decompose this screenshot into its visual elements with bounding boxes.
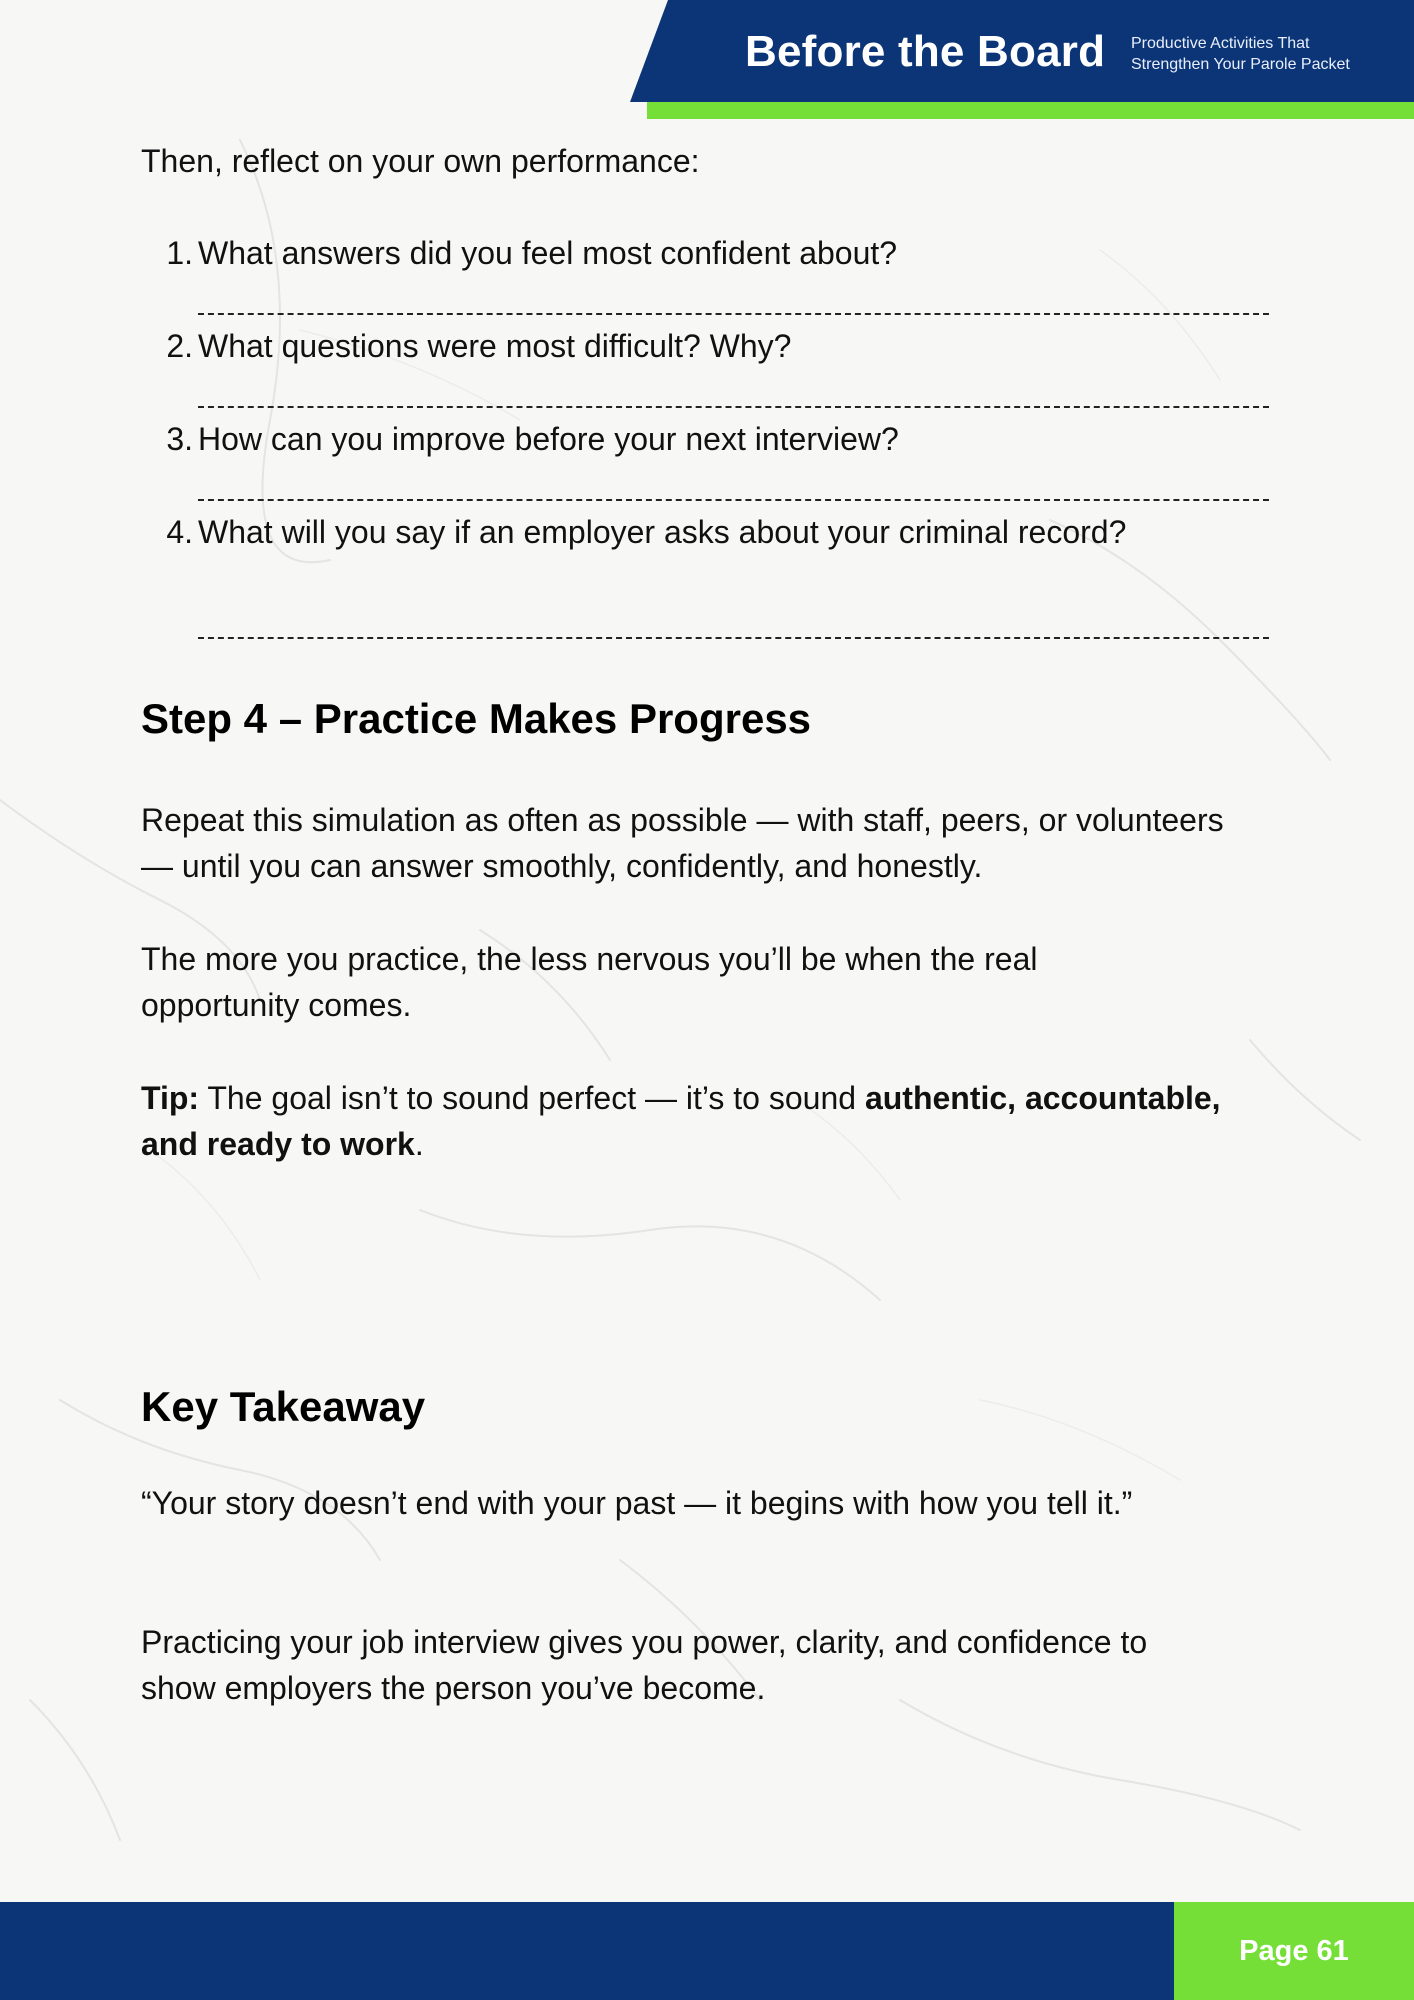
takeaway-paragraph: Practicing your job interview gives you power, clarity, and confidence to show employers the person you’ve become. [141,1624,1148,1706]
tip-emphasis: authentic, accountable, and ready to work [141,1080,1221,1162]
tip-label: Tip: [141,1080,200,1116]
step-4-heading: Step 4 – Practice Makes Progress [141,695,812,742]
header-subtitle-line2: Strengthen Your Parole Packet [1131,56,1350,73]
question-2-text: What questions were most difficult? Why? [198,328,792,364]
answer-line-1[interactable] [198,313,1269,315]
question-3-number: 3. [166,421,193,457]
header-subtitle-line1: Productive Activities That [1131,35,1310,52]
page-number: Page 61 [1239,1935,1349,1967]
header-subtitle [1131,33,1350,75]
question-1-number: 1. [166,235,193,271]
question-1-text: What answers did you feel most confident about? [198,235,898,271]
tip-end: . [414,1126,424,1162]
question-2-number: 2. [166,328,193,364]
answer-line-2[interactable] [198,406,1269,408]
step-4-paragraph-1: Repeat this simulation as often as possible — with staff, peers, or volunteers — until you can answer smoothly, confidently, and honestly. [141,802,1224,884]
takeaway-quote: “Your story doesn’t end with your past — it begins with how you tell it.” [141,1485,1133,1521]
header-accent-bar [647,100,1414,119]
intro-text: Then, reflect on your own performance: [141,143,700,179]
answer-line-3[interactable] [198,499,1269,501]
question-4-number: 4. [166,514,193,550]
answer-line-4[interactable] [198,637,1269,639]
question-3-text: How can you improve before your next interview? [198,421,899,457]
key-takeaway-heading: Key Takeaway [141,1383,426,1430]
header-title: Before the Board [745,27,1106,76]
tip-paragraph [141,1075,1221,1167]
footer-bar [0,1902,1174,2000]
step-4-paragraph-2: The more you practice, the less nervous you’ll be when the real opportunity comes. [141,941,1038,1023]
question-4-text: What will you say if an employer asks about your criminal record? [198,514,1127,550]
tip-text: The goal isn’t to sound perfect — it’s to sound [199,1080,865,1116]
